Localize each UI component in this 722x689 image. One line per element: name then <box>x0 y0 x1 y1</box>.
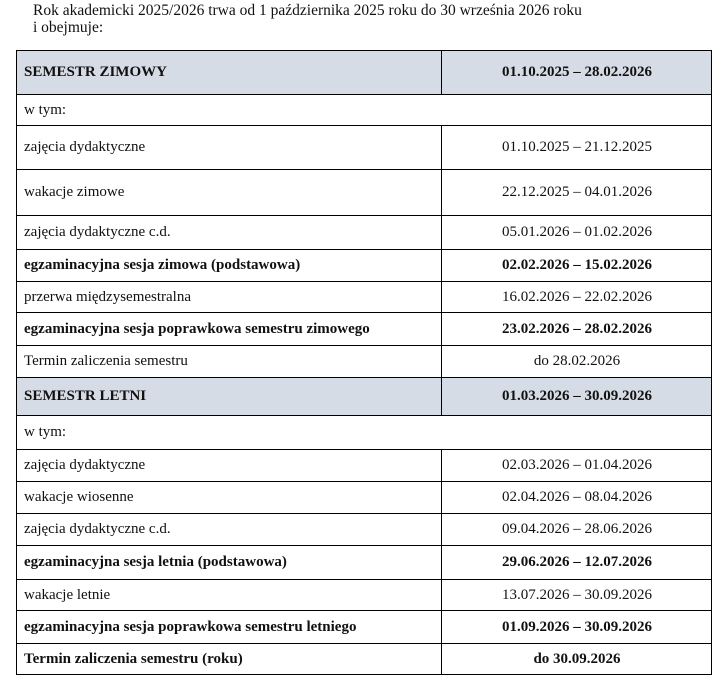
academic-calendar-table <box>16 50 712 675</box>
table-row <box>17 611 712 644</box>
row-dates: 02.03.2026 – 01.04.2026 <box>442 450 712 482</box>
table-row <box>17 450 712 482</box>
intro-text <box>33 2 713 36</box>
row-dates: 16.02.2026 – 22.02.2026 <box>442 282 712 313</box>
table-row <box>17 580 712 611</box>
row-dates: 05.01.2026 – 01.02.2026 <box>442 216 712 250</box>
row-label: egzaminacyjna sesja poprawkowa semestru letniego <box>17 611 442 644</box>
table-row <box>17 282 712 313</box>
intro-line-1: Rok akademicki 2025/2026 trwa od 1 października 2025 roku do 30 września 2026 roku <box>33 2 582 19</box>
row-label: zajęcia dydaktyczne <box>17 126 442 170</box>
row-label: wakacje zimowe <box>17 170 442 216</box>
summer-semester-title: SEMESTR LETNI <box>17 378 442 416</box>
row-dates: do 30.09.2026 <box>442 644 712 675</box>
table-row <box>17 126 712 170</box>
table-row <box>17 514 712 546</box>
summer-wtym-row <box>17 416 712 450</box>
row-dates: 29.06.2026 – 12.07.2026 <box>442 546 712 580</box>
winter-semester-dates: 01.10.2025 – 28.02.2026 <box>442 51 712 95</box>
row-dates: 01.10.2025 – 21.12.2025 <box>442 126 712 170</box>
row-label: zajęcia dydaktyczne c.d. <box>17 216 442 250</box>
table-row <box>17 346 712 378</box>
table-row <box>17 216 712 250</box>
winter-semester-header-row <box>17 51 712 95</box>
row-dates: 23.02.2026 – 28.02.2026 <box>442 313 712 346</box>
intro-line-2: i obejmuje: <box>33 19 104 36</box>
row-label: egzaminacyjna sesja letnia (podstawowa) <box>17 546 442 580</box>
row-label: egzaminacyjna sesja zimowa (podstawowa) <box>17 250 442 282</box>
row-label: Termin zaliczenia semestru (roku) <box>17 644 442 675</box>
winter-wtym-row <box>17 95 712 126</box>
row-dates: 13.07.2026 – 30.09.2026 <box>442 580 712 611</box>
table-row <box>17 546 712 580</box>
winter-wtym-label: w tym: <box>17 95 712 126</box>
row-label: wakacje letnie <box>17 580 442 611</box>
table-row <box>17 313 712 346</box>
row-label: egzaminacyjna sesja poprawkowa semestru zimowego <box>17 313 442 346</box>
table-row <box>17 170 712 216</box>
summer-semester-dates: 01.03.2026 – 30.09.2026 <box>442 378 712 416</box>
table-row <box>17 250 712 282</box>
row-dates: 02.04.2026 – 08.04.2026 <box>442 482 712 514</box>
summer-semester-header-row <box>17 378 712 416</box>
row-label: wakacje wiosenne <box>17 482 442 514</box>
row-label: Termin zaliczenia semestru <box>17 346 442 378</box>
row-dates: 22.12.2025 – 04.01.2026 <box>442 170 712 216</box>
row-label: zajęcia dydaktyczne c.d. <box>17 514 442 546</box>
row-dates: 09.04.2026 – 28.06.2026 <box>442 514 712 546</box>
row-dates: 02.02.2026 – 15.02.2026 <box>442 250 712 282</box>
winter-semester-title: SEMESTR ZIMOWY <box>17 51 442 95</box>
row-label: zajęcia dydaktyczne <box>17 450 442 482</box>
row-dates: do 28.02.2026 <box>442 346 712 378</box>
row-label: przerwa międzysemestralna <box>17 282 442 313</box>
summer-wtym-label: w tym: <box>17 416 712 450</box>
table-row <box>17 644 712 675</box>
table-row <box>17 482 712 514</box>
row-dates: 01.09.2026 – 30.09.2026 <box>442 611 712 644</box>
